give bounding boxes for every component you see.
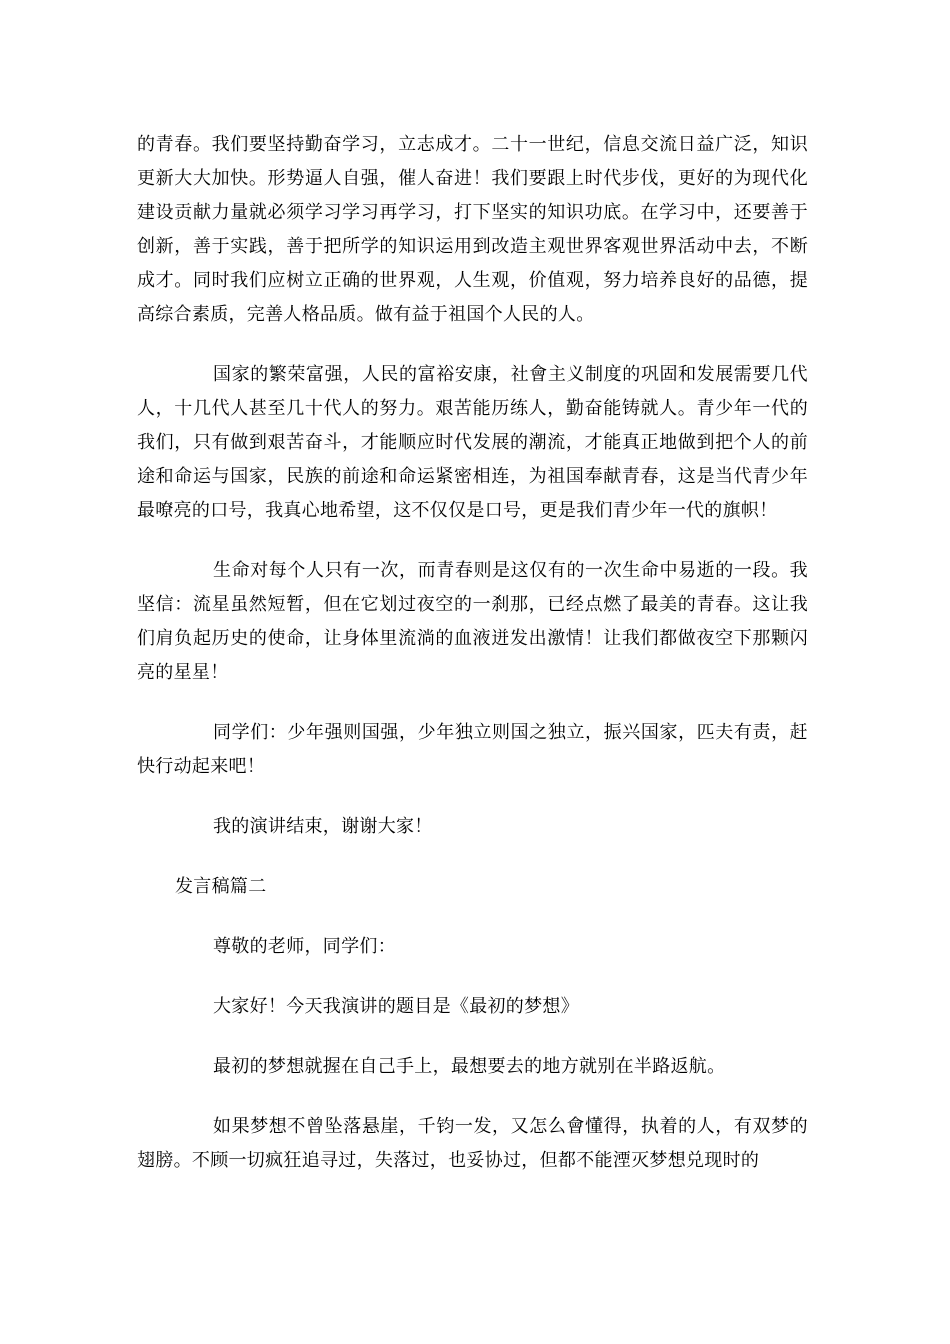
body-paragraph-2: 国家的繁荣富强，人民的富裕安康，社會主义制度的巩固和发展需要几代人，十几代人甚至几十代人的努力。艰苦能历练人，勤奋能铸就人。青少年一代的我们，只有做到艰苦奋斗，才能顺应时代发展的潮流，才能真正地做到把个人的前途和命运与国家，民族的前途和命运紧密相连，为祖国奉献青春，这是当代青少年最嘹亮的口号，我真心地希望，这不仅仅是口号，更是我们青少年一代的旗帜！ — [137, 364, 808, 521]
salutation: 尊敬的老师，同学们： — [213, 936, 396, 957]
document-page — [137, 128, 808, 1204]
body-paragraph-3: 生命对每个人只有一次，而青春则是这仅有的一次生命中易逝的一段。我坚信：流星虽然短暂，但在它划过夜空的一刹那，已经点燃了最美的青春。这让我们肩负起历史的使命，让身体里流淌的血液迸发出激情！让我们都做夜空下那颗闪亮的星星！ — [137, 560, 808, 683]
body-paragraph-5: 最初的梦想就握在自己手上，最想要去的地方就别在半路返航。 — [213, 1056, 726, 1077]
body-paragraph-4: 同学们：少年强则国强，少年独立则国之独立，振兴国家，匹夫有责，赶快行动起来吧！ — [137, 722, 808, 777]
body-paragraph-1: 的青春。我们要坚持勤奋学习，立志成才。二十一世纪，信息交流日益广泛，知识更新大大加快。形势逼人自强，催人奋进！我们要跟上时代步伐，更好的为现代化建设贡献力量就必须学习学习再学习，打下坚实的知识功底。在学习中，还要善于创新，善于实践，善于把所学的知识运用到改造主观世界客观世界活动中去，不断成才。同时我们应树立正确的世界观，人生观，价值观，努力培养良好的品德，提高综合素质，完善人格品质。做有益于祖国个人民的人。 — [137, 134, 808, 325]
body-paragraph-6: 如果梦想不曾坠落悬崖，千钧一发，又怎么會懂得，执着的人，有双梦的翅膀。不顾一切疯狂追寻过，失落过，也妥协过，但都不能湮灭梦想兑现时的 — [137, 1116, 808, 1171]
closing-line: 我的演讲结束，谢谢大家！ — [213, 816, 433, 837]
greeting-line: 大家好！今天我演讲的题目是《最初的梦想》 — [213, 996, 579, 1017]
section-heading: 发言稿篇二 — [175, 876, 267, 897]
